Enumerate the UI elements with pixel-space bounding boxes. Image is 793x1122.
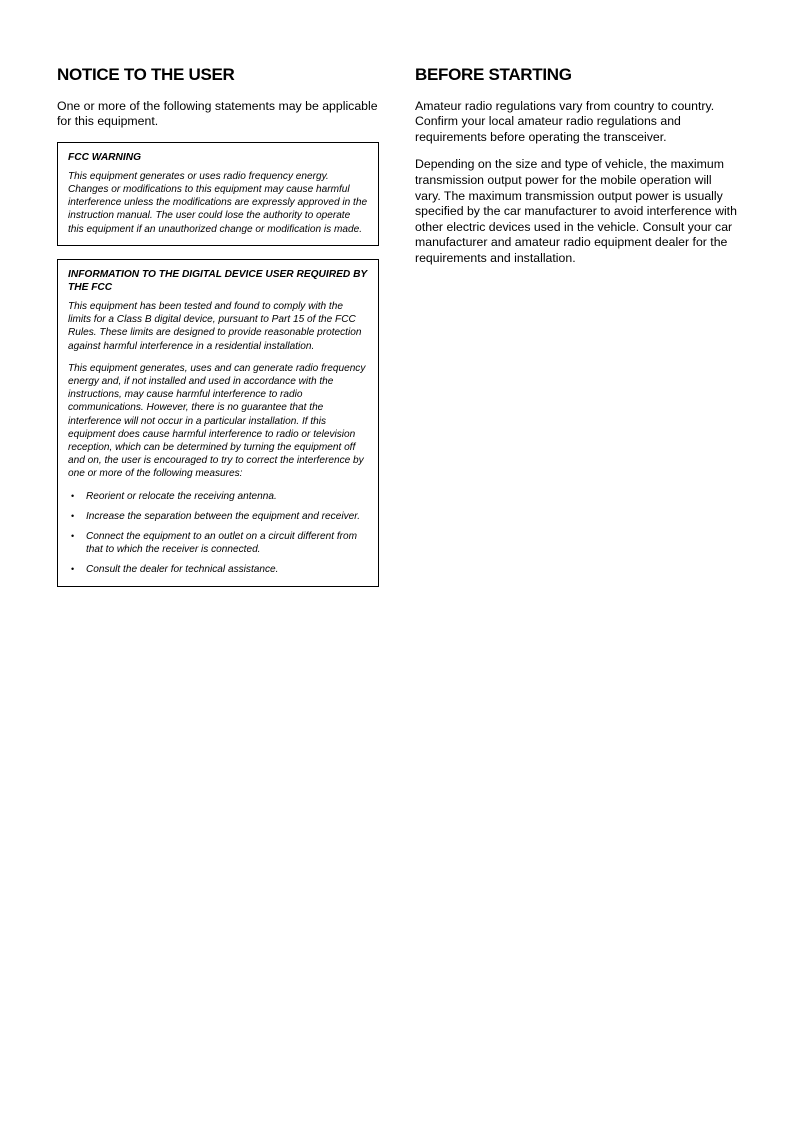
fcc-information-bullet-list: [68, 490, 368, 577]
fcc-warning-box: [57, 142, 379, 246]
list-item: • Reorient or relocate the receiving antenna.: [68, 490, 368, 503]
fcc-information-paragraph-2: This equipment generates, uses and can generate radio frequency energy and, if not installed and used in accordance with the instructions, may cause harmful interference to radio communications. However, there is no guarantee that the interference will not occur in a particular installation. If this equipment does cause harmful interference to radio or television reception, which can be determined by turning the equipment off and on, the user is encouraged to try to correct the interference by one or more of the following measures:: [68, 362, 366, 480]
fcc-warning-paragraph: This equipment generates or uses radio frequency energy. Changes or modifications to this equipment may cause harmful interference unless the modifications are expressly approved in the instruction manual. The user could lose the authority to operate this equipment if an unauthorized change or modification is made.: [68, 170, 368, 235]
two-column-layout: [57, 66, 737, 600]
fcc-information-box: [57, 259, 379, 587]
left-column: [57, 66, 379, 600]
fcc-information-title: INFORMATION TO THE DIGITAL DEVICE USER REQUIRED BY THE FCC: [68, 268, 368, 293]
notice-to-the-user-heading: NOTICE TO THE USER: [57, 65, 235, 84]
before-starting-paragraph-1: Amateur radio regulations vary from country to country. Confirm your local amateur radio regulations and requirements before operating the transceiver.: [415, 98, 715, 144]
fcc-information-paragraph-1: This equipment has been tested and found to comply with the limits for a Class B digital device, pursuant to Part 15 of the FCC Rules. These limits are designed to provide reasonable protection against harmful interference in a residential installation.: [68, 300, 362, 352]
right-column: [415, 66, 737, 600]
notice-intro-paragraph: One or more of the following statements may be applicable for this equipment.: [57, 98, 378, 129]
before-starting-paragraph-2: Depending on the size and type of vehicle, the maximum transmission output power for the mobile operation will vary. The maximum transmission output power is usually specified by the car manufacturer to avoid interference with other electric devices used in the vehicle. Consult your car manufacturer and amateur radio equipment dealer for the requirements and installation.: [415, 157, 737, 266]
list-item: • Increase the separation between the equipment and receiver.: [68, 510, 368, 523]
list-item: • Consult the dealer for technical assistance.: [68, 563, 368, 576]
before-starting-heading: BEFORE STARTING: [415, 65, 572, 84]
list-item: • Connect the equipment to an outlet on a circuit different from that to which the receiver is connected.: [68, 530, 368, 556]
fcc-warning-title: FCC WARNING: [68, 151, 142, 163]
